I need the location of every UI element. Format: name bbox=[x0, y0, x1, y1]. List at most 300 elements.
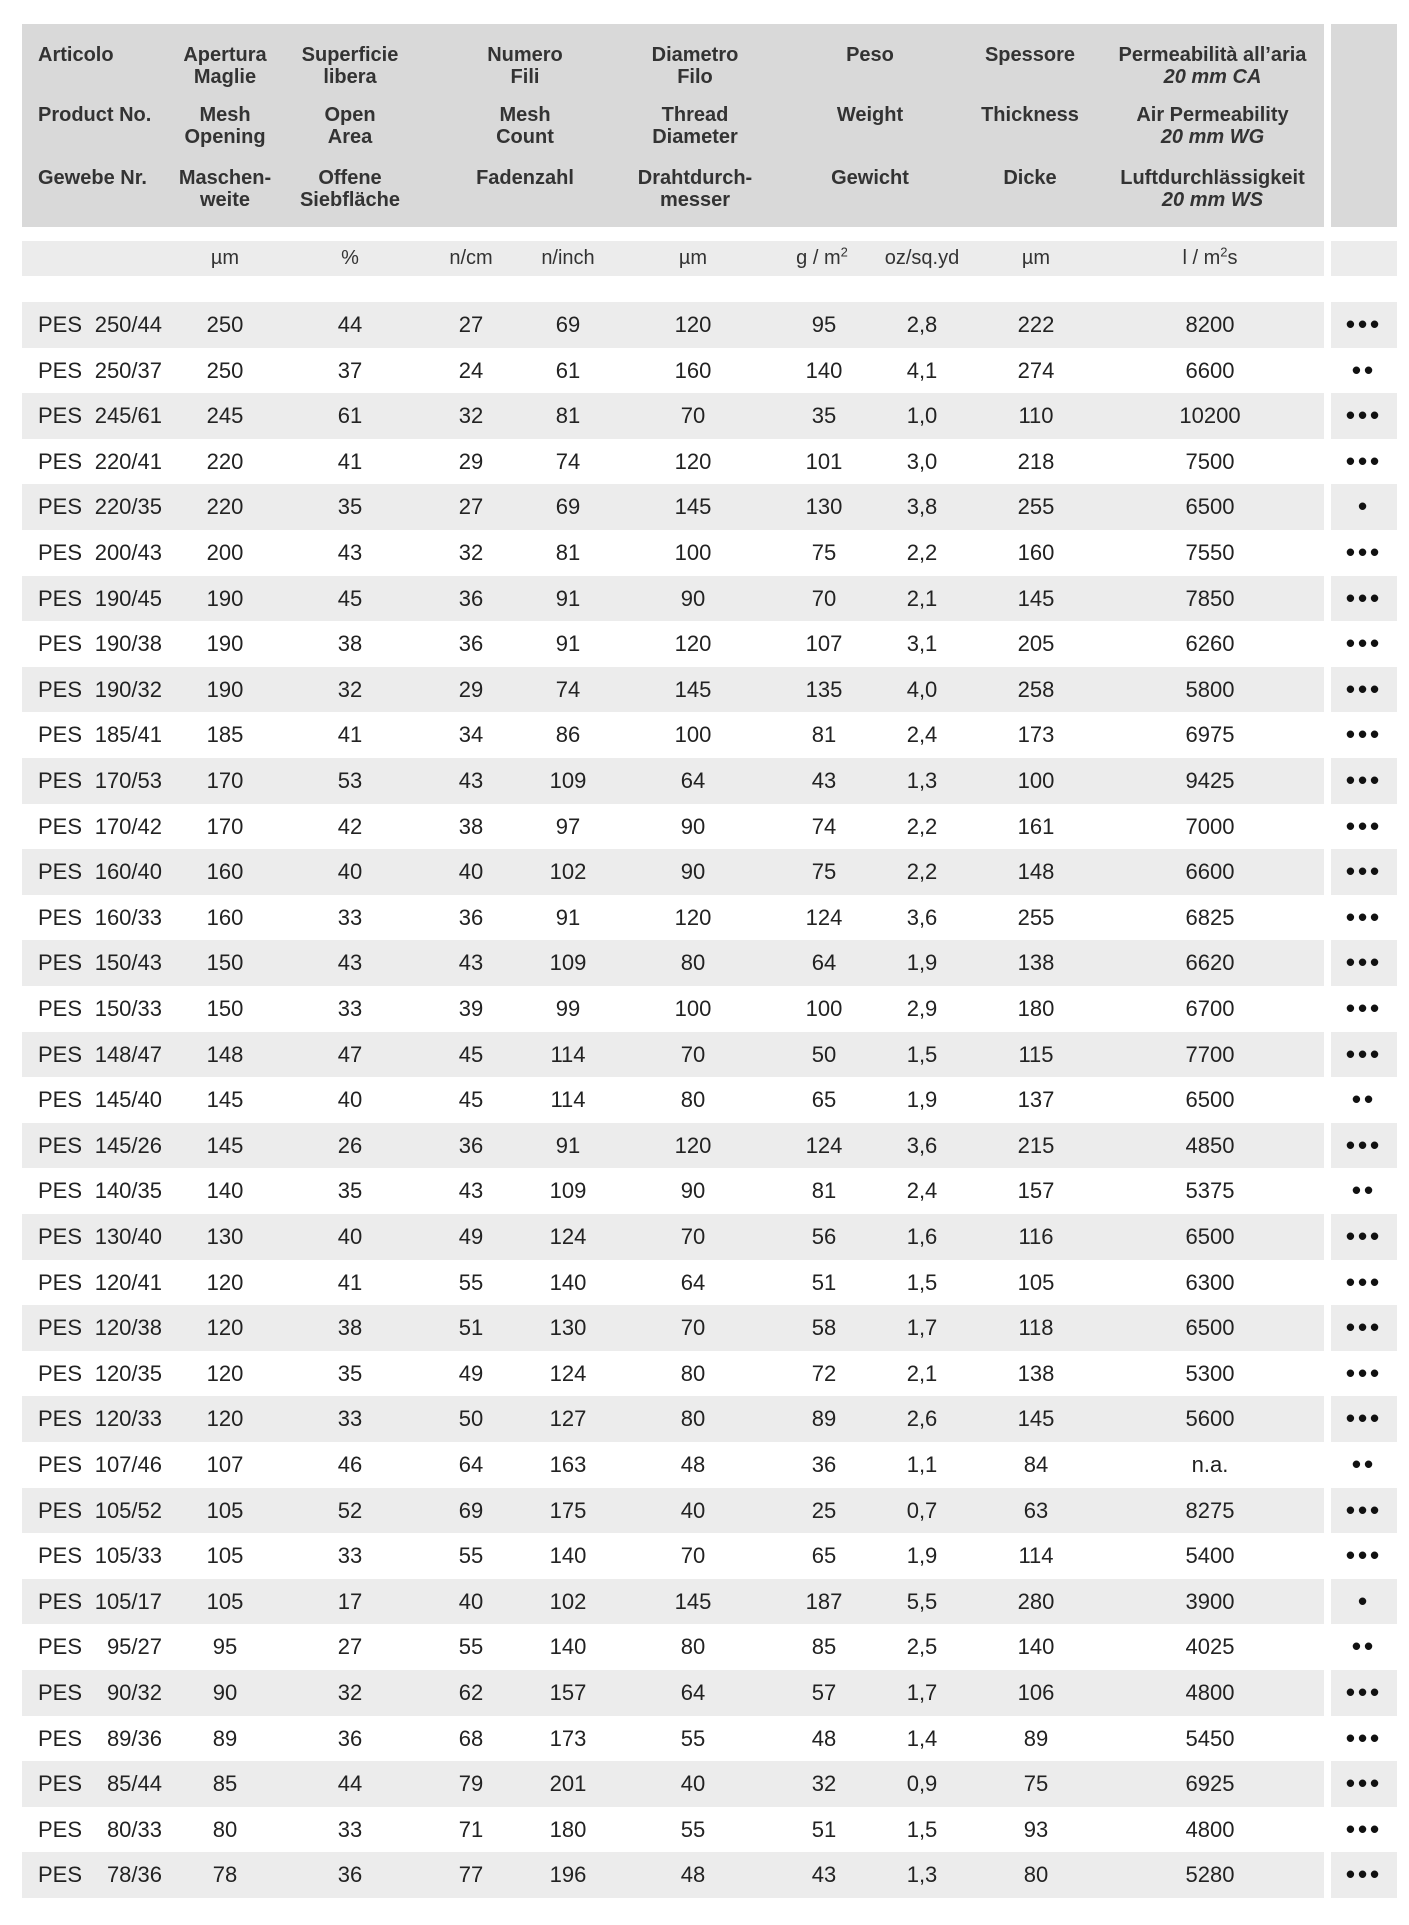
cell-prefix: PES bbox=[38, 1269, 83, 1295]
cell-air: 5800 bbox=[1185, 676, 1235, 702]
rating-dots: ••• bbox=[1345, 628, 1383, 659]
cell-n_inch: 91 bbox=[555, 585, 581, 611]
cell-g_m2: 101 bbox=[805, 448, 843, 474]
table-row bbox=[0, 1123, 1409, 1169]
cell-diameter: 90 bbox=[680, 585, 706, 611]
cell-opening: 120 bbox=[206, 1315, 244, 1341]
table-row bbox=[0, 348, 1409, 394]
cell-thickness: 180 bbox=[1017, 996, 1055, 1021]
table-row bbox=[0, 1716, 1409, 1762]
cell-article: 250/37 bbox=[94, 357, 162, 383]
cell-opening: 105 bbox=[206, 1543, 244, 1569]
header-de-sub: 20 mm WS bbox=[1161, 189, 1264, 211]
header-en-2: Open Area bbox=[324, 104, 376, 148]
cell-n_cm: 36 bbox=[458, 631, 484, 657]
cell-diameter: 80 bbox=[680, 1360, 706, 1386]
table-row bbox=[0, 530, 1409, 576]
cell-article: 80/33 bbox=[106, 1816, 162, 1842]
cell-n_cm: 51 bbox=[458, 1315, 484, 1341]
cell-opening: 120 bbox=[206, 1269, 244, 1295]
cell-prefix: PES bbox=[38, 1406, 83, 1432]
cell-oz: 1,9 bbox=[906, 1087, 938, 1113]
cell-opening: 148 bbox=[206, 1041, 244, 1067]
cell-area: 40 bbox=[337, 1087, 363, 1113]
cell-prefix: PES bbox=[38, 676, 83, 702]
table-row bbox=[0, 393, 1409, 439]
rating-dots: ••• bbox=[1345, 445, 1383, 476]
cell-article: 250/44 bbox=[94, 312, 162, 337]
cell-prefix: PES bbox=[38, 1680, 83, 1705]
cell-n_inch: 140 bbox=[549, 1634, 587, 1660]
cell-n_cm: 43 bbox=[458, 768, 484, 793]
cell-n_inch: 114 bbox=[550, 1041, 586, 1067]
cell-air: 7550 bbox=[1185, 540, 1235, 565]
rating-dots: •• bbox=[1351, 1084, 1377, 1115]
header-it-sub: 20 mm CA bbox=[1163, 66, 1262, 88]
header-de-1: Maschen- weite bbox=[178, 167, 272, 211]
cell-n_cm: 49 bbox=[458, 1224, 484, 1249]
rating-dots: ••• bbox=[1345, 765, 1383, 795]
cell-g_m2: 35 bbox=[811, 403, 837, 429]
cell-g_m2: 43 bbox=[811, 1862, 837, 1888]
cell-air: 6500 bbox=[1185, 494, 1235, 520]
cell-thickness: 138 bbox=[1017, 950, 1055, 976]
header-de-0: Gewebe Nr. bbox=[38, 167, 147, 189]
rating-dots: ••• bbox=[1345, 1540, 1383, 1571]
cell-article: 120/33 bbox=[94, 1406, 162, 1432]
header-en-3: Mesh Count bbox=[496, 104, 554, 148]
cell-prefix: PES bbox=[38, 1588, 83, 1614]
cell-air: 6600 bbox=[1185, 859, 1235, 885]
cell-opening: 145 bbox=[206, 1132, 244, 1158]
cell-thickness: 84 bbox=[1023, 1452, 1049, 1477]
cell-n_inch: 140 bbox=[549, 1543, 587, 1569]
cell-g_m2: 51 bbox=[811, 1269, 837, 1295]
table-row bbox=[0, 1852, 1409, 1898]
table-row bbox=[0, 1168, 1409, 1214]
cell-article: 200/43 bbox=[94, 540, 162, 565]
cell-article: 150/33 bbox=[94, 996, 162, 1021]
cell-area: 47 bbox=[337, 1041, 363, 1067]
cell-n_inch: 130 bbox=[549, 1315, 587, 1341]
cell-opening: 245 bbox=[206, 403, 244, 429]
header-it-0: Articolo bbox=[38, 44, 114, 66]
cell-thickness: 205 bbox=[1017, 631, 1055, 657]
cell-air: 7700 bbox=[1185, 1041, 1235, 1067]
rating-dots: ••• bbox=[1345, 309, 1383, 339]
cell-article: 160/40 bbox=[94, 859, 162, 885]
cell-prefix: PES bbox=[38, 357, 83, 383]
cell-diameter: 120 bbox=[674, 312, 712, 337]
rating-dots: ••• bbox=[1345, 1221, 1383, 1251]
header-it-7: Permeabilità all’aria 20 mm CA bbox=[1118, 44, 1307, 88]
cell-thickness: 148 bbox=[1017, 859, 1055, 885]
cell-air: 4025 bbox=[1185, 1634, 1235, 1660]
unit-diameter: µm bbox=[678, 247, 708, 269]
cell-oz: 1,5 bbox=[906, 1816, 938, 1842]
header-de-6: Dicke bbox=[1003, 167, 1057, 189]
cell-opening: 150 bbox=[206, 950, 244, 976]
cell-oz: 2,4 bbox=[906, 722, 938, 748]
cell-thickness: 140 bbox=[1017, 1634, 1055, 1660]
cell-g_m2: 75 bbox=[811, 859, 837, 885]
unit-count_inch: n/inch bbox=[541, 247, 595, 269]
cell-thickness: 100 bbox=[1017, 768, 1055, 793]
cell-thickness: 161 bbox=[1017, 813, 1055, 839]
unit-air: l / $m^2s$ bbox=[1182, 244, 1238, 269]
cell-oz: 4,0 bbox=[906, 676, 938, 702]
cell-opening: 120 bbox=[206, 1406, 244, 1432]
cell-n_cm: 55 bbox=[458, 1269, 484, 1295]
cell-prefix: PES bbox=[38, 904, 83, 930]
table-row bbox=[0, 484, 1409, 530]
cell-article: 148/47 bbox=[94, 1041, 162, 1067]
cell-air: 8200 bbox=[1185, 312, 1235, 337]
rating-dots: ••• bbox=[1345, 673, 1383, 704]
cell-thickness: 93 bbox=[1023, 1816, 1049, 1842]
cell-opening: 250 bbox=[206, 357, 244, 383]
cell-diameter: 48 bbox=[680, 1862, 706, 1888]
table-row bbox=[0, 804, 1409, 850]
cell-diameter: 100 bbox=[674, 722, 712, 748]
table-row bbox=[0, 895, 1409, 941]
cell-area: 26 bbox=[337, 1132, 363, 1158]
cell-area: 27 bbox=[337, 1634, 363, 1660]
cell-area: 46 bbox=[337, 1452, 363, 1477]
cell-oz: 2,2 bbox=[906, 540, 938, 565]
cell-prefix: PES bbox=[38, 768, 83, 793]
cell-g_m2: 56 bbox=[811, 1224, 837, 1249]
cell-air: 4800 bbox=[1185, 1816, 1235, 1842]
cell-n_cm: 32 bbox=[458, 403, 484, 429]
cell-n_cm: 77 bbox=[458, 1862, 484, 1888]
cell-opening: 90 bbox=[212, 1680, 238, 1705]
cell-article: 220/35 bbox=[94, 494, 162, 520]
cell-prefix: PES bbox=[38, 1725, 83, 1751]
cell-air: 8275 bbox=[1185, 1497, 1235, 1523]
header-en-4: Thread Diameter bbox=[652, 104, 738, 148]
cell-n_cm: 27 bbox=[458, 494, 484, 520]
cell-opening: 220 bbox=[206, 494, 244, 520]
cell-opening: 190 bbox=[206, 676, 244, 702]
cell-diameter: 90 bbox=[680, 813, 706, 839]
cell-article: 120/41 bbox=[94, 1269, 162, 1295]
cell-prefix: PES bbox=[38, 1224, 83, 1249]
cell-air: 10200 bbox=[1179, 403, 1241, 429]
cell-thickness: 80 bbox=[1023, 1862, 1049, 1888]
cell-diameter: 120 bbox=[674, 904, 712, 930]
cell-air: 6600 bbox=[1185, 357, 1235, 383]
cell-oz: 1,3 bbox=[906, 768, 938, 793]
cell-n_inch: 81 bbox=[555, 540, 581, 565]
cell-n_cm: 43 bbox=[458, 950, 484, 976]
cell-prefix: PES bbox=[38, 585, 83, 611]
cell-area: 35 bbox=[337, 1178, 363, 1204]
header-en-6: Thickness bbox=[981, 104, 1079, 126]
cell-prefix: PES bbox=[38, 1862, 83, 1888]
cell-n_inch: 109 bbox=[549, 1178, 587, 1204]
cell-diameter: 80 bbox=[680, 1406, 706, 1432]
cell-n_cm: 27 bbox=[458, 312, 484, 337]
cell-g_m2: 36 bbox=[811, 1452, 837, 1477]
cell-air: 7500 bbox=[1185, 448, 1235, 474]
cell-n_inch: 61 bbox=[555, 357, 581, 383]
cell-diameter: 64 bbox=[680, 768, 706, 793]
rating-dots: ••• bbox=[1345, 1677, 1383, 1707]
unit-thickness: µm bbox=[1021, 247, 1051, 269]
cell-n_inch: 69 bbox=[555, 312, 581, 337]
table-row bbox=[0, 1624, 1409, 1670]
cell-n_cm: 55 bbox=[458, 1543, 484, 1569]
cell-opening: 120 bbox=[206, 1360, 244, 1386]
cell-prefix: PES bbox=[38, 1634, 83, 1660]
cell-n_cm: 32 bbox=[458, 540, 484, 565]
table-row bbox=[0, 1032, 1409, 1078]
cell-n_cm: 45 bbox=[458, 1087, 484, 1113]
cell-oz: 3,6 bbox=[906, 1132, 938, 1158]
cell-article: 245/61 bbox=[94, 403, 162, 429]
rating-dots: ••• bbox=[1345, 856, 1383, 887]
cell-diameter: 70 bbox=[680, 1543, 706, 1569]
cell-opening: 200 bbox=[206, 540, 244, 565]
cell-thickness: 215 bbox=[1017, 1132, 1055, 1158]
unit-weight_oz: oz/sq.yd bbox=[884, 247, 960, 269]
cell-thickness: 280 bbox=[1017, 1588, 1055, 1614]
cell-n_inch: 124 bbox=[549, 1360, 587, 1386]
cell-area: 44 bbox=[337, 1771, 363, 1797]
rating-dots: ••• bbox=[1345, 1768, 1383, 1799]
cell-prefix: PES bbox=[38, 1543, 83, 1569]
cell-opening: 150 bbox=[206, 996, 244, 1021]
cell-area: 40 bbox=[337, 1224, 363, 1249]
cell-opening: 95 bbox=[212, 1634, 238, 1660]
rating-dots: ••• bbox=[1345, 1403, 1383, 1434]
rating-dots: •• bbox=[1351, 1449, 1377, 1479]
cell-thickness: 145 bbox=[1017, 1406, 1055, 1432]
table-row bbox=[0, 667, 1409, 713]
unit-count_cm: n/cm bbox=[449, 247, 493, 269]
cell-article: 107/46 bbox=[94, 1452, 162, 1477]
rating-dots: ••• bbox=[1345, 719, 1383, 750]
table-row bbox=[0, 986, 1409, 1032]
cell-air: 7850 bbox=[1185, 585, 1235, 611]
cell-article: 190/38 bbox=[94, 631, 162, 657]
cell-thickness: 274 bbox=[1017, 357, 1055, 383]
cell-oz: 2,6 bbox=[906, 1406, 938, 1432]
cell-g_m2: 140 bbox=[805, 357, 843, 383]
cell-n_inch: 102 bbox=[549, 1588, 587, 1614]
rating-dots: ••• bbox=[1345, 1312, 1383, 1343]
cell-n_cm: 79 bbox=[458, 1771, 484, 1797]
rating-dots: ••• bbox=[1345, 537, 1383, 567]
cell-n_cm: 49 bbox=[458, 1360, 484, 1386]
cell-thickness: 114 bbox=[1018, 1543, 1054, 1569]
cell-thickness: 106 bbox=[1017, 1680, 1055, 1705]
cell-oz: 1,5 bbox=[906, 1041, 938, 1067]
cell-article: 150/43 bbox=[94, 950, 162, 976]
rating-dots: ••• bbox=[1345, 1266, 1383, 1297]
cell-area: 33 bbox=[337, 1406, 363, 1432]
cell-g_m2: 57 bbox=[811, 1680, 837, 1705]
cell-g_m2: 124 bbox=[805, 904, 843, 930]
cell-thickness: 157 bbox=[1017, 1178, 1055, 1204]
cell-area: 35 bbox=[337, 1360, 363, 1386]
cell-area: 35 bbox=[337, 494, 363, 520]
cell-oz: 0,7 bbox=[906, 1497, 938, 1523]
cell-g_m2: 25 bbox=[811, 1497, 837, 1523]
cell-n_cm: 50 bbox=[458, 1406, 484, 1432]
cell-oz: 2,4 bbox=[906, 1178, 938, 1204]
cell-prefix: PES bbox=[38, 1087, 83, 1113]
cell-article: 105/17 bbox=[94, 1588, 162, 1614]
cell-oz: 2,2 bbox=[906, 859, 938, 885]
cell-n_inch: 91 bbox=[555, 904, 581, 930]
cell-thickness: 173 bbox=[1017, 722, 1055, 748]
cell-area: 41 bbox=[337, 448, 363, 474]
cell-n_inch: 201 bbox=[549, 1771, 587, 1797]
cell-area: 38 bbox=[337, 1315, 363, 1341]
header-it-1: Apertura Maglie bbox=[183, 44, 267, 88]
cell-diameter: 70 bbox=[680, 1224, 706, 1249]
units-side-block bbox=[1331, 241, 1397, 276]
header-en-1: Mesh Opening bbox=[184, 104, 266, 148]
cell-diameter: 80 bbox=[680, 1634, 706, 1660]
cell-oz: 1,0 bbox=[906, 403, 938, 429]
table-row bbox=[0, 1670, 1409, 1716]
cell-n_inch: 81 bbox=[555, 403, 581, 429]
cell-air: 5400 bbox=[1185, 1543, 1235, 1569]
cell-area: 41 bbox=[337, 722, 363, 748]
cell-air: n.a. bbox=[1191, 1452, 1229, 1477]
table-row bbox=[0, 302, 1409, 348]
cell-prefix: PES bbox=[38, 859, 83, 885]
cell-thickness: 222 bbox=[1017, 312, 1055, 337]
cell-n_cm: 24 bbox=[458, 357, 484, 383]
cell-article: 160/33 bbox=[94, 904, 162, 930]
cell-thickness: 137 bbox=[1017, 1087, 1055, 1113]
cell-oz: 3,1 bbox=[906, 631, 938, 657]
cell-article: 95/27 bbox=[106, 1634, 162, 1660]
header-en-0: Product No. bbox=[38, 104, 152, 126]
cell-air: 6620 bbox=[1185, 950, 1235, 976]
cell-thickness: 105 bbox=[1017, 1269, 1055, 1295]
cell-n_cm: 40 bbox=[458, 1588, 484, 1614]
cell-article: 130/40 bbox=[94, 1224, 162, 1249]
unit-opening: µm bbox=[210, 247, 240, 269]
cell-diameter: 70 bbox=[680, 1041, 706, 1067]
cell-thickness: 145 bbox=[1017, 585, 1055, 611]
cell-thickness: 63 bbox=[1023, 1497, 1049, 1523]
cell-diameter: 55 bbox=[680, 1816, 706, 1842]
cell-g_m2: 64 bbox=[811, 950, 837, 976]
cell-n_cm: 38 bbox=[458, 813, 484, 839]
header-de-5: Gewicht bbox=[831, 167, 909, 189]
cell-area: 61 bbox=[337, 403, 363, 429]
cell-n_inch: 91 bbox=[555, 631, 581, 657]
cell-n_inch: 127 bbox=[549, 1406, 587, 1432]
cell-diameter: 70 bbox=[680, 1315, 706, 1341]
cell-n_inch: 74 bbox=[555, 448, 581, 474]
cell-air: 6500 bbox=[1185, 1087, 1235, 1113]
rating-dots: ••• bbox=[1345, 993, 1383, 1023]
rating-dots: ••• bbox=[1345, 1813, 1383, 1844]
cell-opening: 130 bbox=[206, 1224, 244, 1249]
cell-opening: 105 bbox=[206, 1497, 244, 1523]
cell-area: 42 bbox=[337, 813, 363, 839]
cell-oz: 2,2 bbox=[906, 813, 938, 839]
cell-prefix: PES bbox=[38, 1360, 83, 1386]
cell-g_m2: 100 bbox=[805, 996, 843, 1021]
cell-diameter: 145 bbox=[674, 1588, 712, 1614]
cell-opening: 85 bbox=[212, 1771, 238, 1797]
header-it-2: Superficie libera bbox=[301, 44, 399, 88]
cell-article: 145/26 bbox=[94, 1132, 162, 1158]
cell-prefix: PES bbox=[38, 1452, 83, 1477]
cell-diameter: 55 bbox=[680, 1725, 706, 1751]
cell-oz: 3,0 bbox=[906, 448, 938, 474]
rating-dots: ••• bbox=[1345, 400, 1383, 431]
header-en-5: Weight bbox=[836, 104, 904, 126]
cell-oz: 1,9 bbox=[906, 950, 938, 976]
cell-opening: 185 bbox=[206, 722, 244, 748]
cell-n_cm: 29 bbox=[458, 448, 484, 474]
cell-n_inch: 69 bbox=[555, 494, 581, 520]
cell-article: 89/36 bbox=[106, 1725, 162, 1751]
cell-area: 41 bbox=[337, 1269, 363, 1295]
cell-area: 33 bbox=[337, 1543, 363, 1569]
cell-area: 33 bbox=[337, 996, 363, 1021]
cell-oz: 1,6 bbox=[906, 1224, 938, 1249]
cell-prefix: PES bbox=[38, 494, 83, 520]
cell-article: 85/44 bbox=[106, 1771, 162, 1797]
table-row bbox=[0, 849, 1409, 895]
cell-g_m2: 124 bbox=[805, 1132, 843, 1158]
cell-opening: 190 bbox=[206, 631, 244, 657]
cell-article: 140/35 bbox=[94, 1178, 162, 1204]
cell-prefix: PES bbox=[38, 1178, 83, 1204]
cell-diameter: 40 bbox=[680, 1497, 706, 1523]
cell-area: 52 bbox=[337, 1497, 363, 1523]
cell-air: 6500 bbox=[1185, 1224, 1235, 1249]
cell-n_inch: 196 bbox=[549, 1862, 587, 1888]
rating-dots: ••• bbox=[1345, 1494, 1383, 1525]
cell-n_inch: 74 bbox=[555, 676, 581, 702]
cell-g_m2: 65 bbox=[811, 1087, 837, 1113]
cell-g_m2: 32 bbox=[811, 1771, 837, 1797]
cell-n_cm: 64 bbox=[458, 1452, 484, 1477]
cell-diameter: 64 bbox=[680, 1269, 706, 1295]
cell-opening: 160 bbox=[206, 904, 244, 930]
cell-g_m2: 58 bbox=[811, 1315, 837, 1341]
cell-diameter: 80 bbox=[680, 950, 706, 976]
cell-n_cm: 40 bbox=[458, 859, 484, 885]
cell-g_m2: 70 bbox=[811, 585, 837, 611]
cell-oz: 3,6 bbox=[906, 904, 938, 930]
rating-dots: ••• bbox=[1345, 1357, 1383, 1388]
cell-n_cm: 43 bbox=[458, 1178, 484, 1204]
cell-prefix: PES bbox=[38, 1771, 83, 1797]
cell-thickness: 116 bbox=[1018, 1224, 1054, 1249]
cell-n_cm: 55 bbox=[458, 1634, 484, 1660]
table-row bbox=[0, 712, 1409, 758]
cell-article: 105/33 bbox=[94, 1543, 162, 1569]
cell-area: 32 bbox=[337, 676, 363, 702]
cell-prefix: PES bbox=[38, 1816, 83, 1842]
cell-article: 185/41 bbox=[94, 722, 162, 748]
cell-oz: 2,5 bbox=[906, 1634, 938, 1660]
cell-g_m2: 89 bbox=[811, 1406, 837, 1432]
cell-area: 32 bbox=[337, 1680, 363, 1705]
